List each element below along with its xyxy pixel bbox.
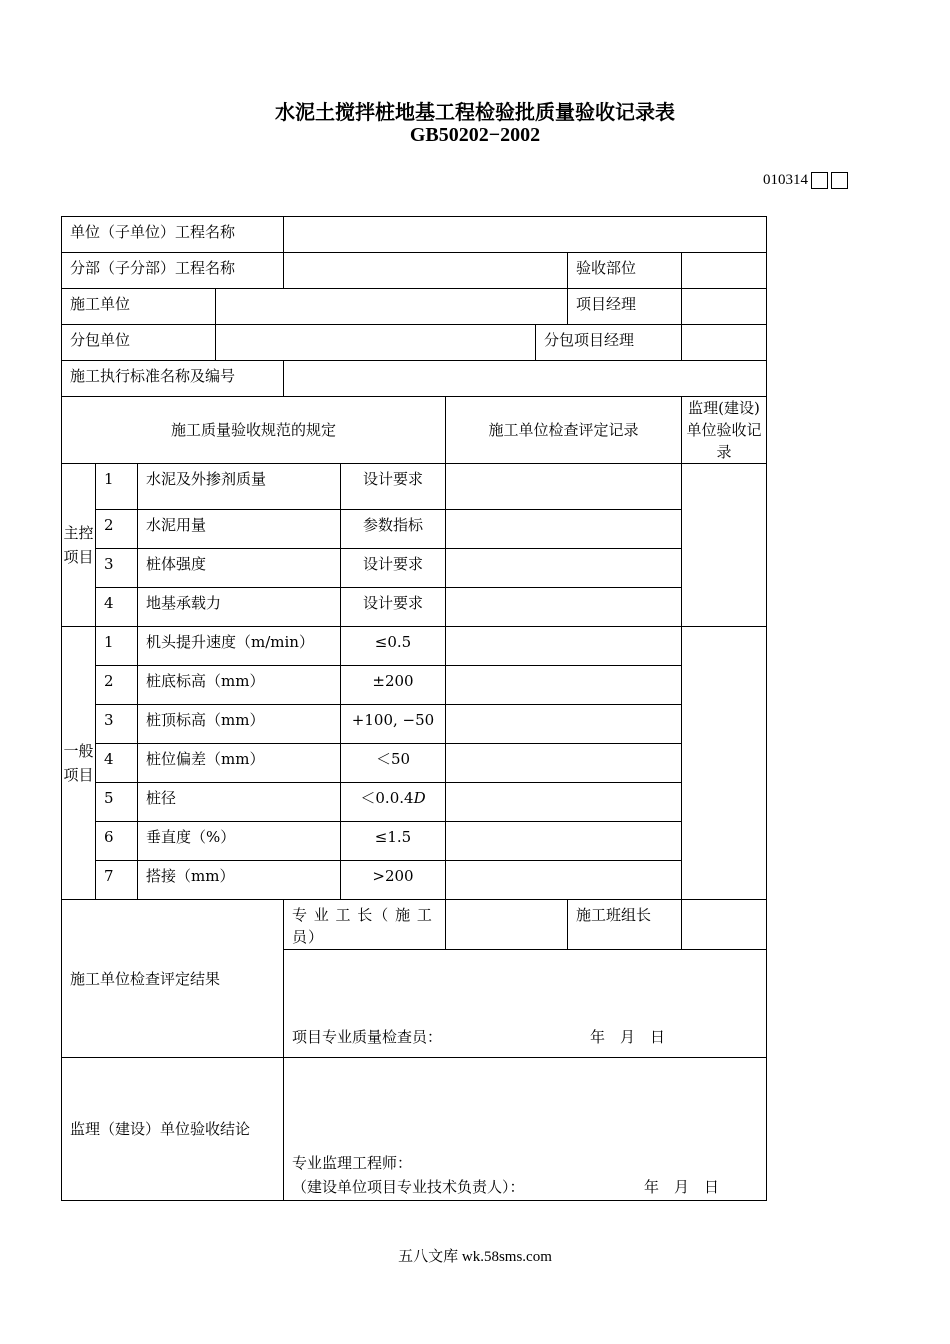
supervision-column-header: 监理(建设)单位验收记录 <box>682 397 767 464</box>
project-manager-label: 项目经理 <box>568 289 682 325</box>
item-name: 搭接（mm） <box>138 861 341 900</box>
standard-name-label: 施工执行标准名称及编号 <box>62 361 284 397</box>
supervision-record-general[interactable] <box>682 627 767 900</box>
acceptance-part-label: 验收部位 <box>568 253 682 289</box>
inspection-record-cell[interactable] <box>446 588 682 627</box>
item-requirement: 参数指标 <box>341 510 446 549</box>
quality-inspector-label: 项目专业质量检查员： <box>292 1028 443 1046</box>
table-row <box>62 822 767 861</box>
item-requirement: ≤1.5 <box>341 822 446 861</box>
item-name: 水泥及外掺剂质量 <box>138 464 341 510</box>
form-code-box-2[interactable] <box>831 172 848 189</box>
item-requirement: >200 <box>341 861 446 900</box>
inspection-record-cell[interactable] <box>446 464 682 510</box>
inspection-record-cell[interactable] <box>446 627 682 666</box>
inspection-record-cell[interactable] <box>446 510 682 549</box>
row-no: 1 <box>96 627 138 666</box>
inspection-record-cell[interactable] <box>446 666 682 705</box>
table-row <box>62 588 767 627</box>
supervision-record-main[interactable] <box>682 464 767 627</box>
supervising-engineer-label: 专业监理工程师： <box>292 1154 413 1172</box>
table-row <box>62 627 767 666</box>
row-no: 2 <box>96 666 138 705</box>
table-row <box>62 783 767 822</box>
construction-unit-label: 施工单位 <box>62 289 216 325</box>
construction-result-content[interactable] <box>284 950 767 1058</box>
general-items-label: 一般项目 <box>62 627 96 900</box>
foreman-value[interactable] <box>446 900 568 950</box>
standard-code: GB50202−2002 <box>409 124 541 146</box>
item-name: 桩径 <box>138 783 341 822</box>
inspection-record-cell[interactable] <box>446 705 682 744</box>
item-requirement: ＜0.0.4D <box>341 783 446 822</box>
team-leader-label: 施工班组长 <box>568 900 682 950</box>
subcontract-manager-value[interactable] <box>682 325 767 361</box>
result-date: 年 月 日 <box>590 1028 666 1046</box>
form-code <box>763 172 848 189</box>
item-name: 桩体强度 <box>138 549 341 588</box>
sub-project-name-value[interactable] <box>284 253 568 289</box>
row-no: 3 <box>96 705 138 744</box>
item-requirement: ±200 <box>341 666 446 705</box>
acceptance-part-value[interactable] <box>682 253 767 289</box>
item-requirement: 设计要求 <box>341 588 446 627</box>
item-requirement: ＜50 <box>341 744 446 783</box>
main-items-label: 主控项目 <box>62 464 96 627</box>
table-row <box>62 510 767 549</box>
item-name: 桩底标高（mm） <box>138 666 341 705</box>
owner-representative-label: （建设单位项目专业技术负责人）： <box>292 1178 525 1196</box>
row-no: 7 <box>96 861 138 900</box>
item-name: 桩位偏差（mm） <box>138 744 341 783</box>
item-name: 地基承载力 <box>138 588 341 627</box>
team-leader-value[interactable] <box>682 900 767 950</box>
standard-name-value[interactable] <box>284 361 767 397</box>
spec-column-header: 施工质量验收规范的规定 <box>62 397 446 464</box>
sub-project-name-label: 分部（子分部）工程名称 <box>62 253 284 289</box>
row-no: 3 <box>96 549 138 588</box>
row-no: 6 <box>96 822 138 861</box>
row-no: 5 <box>96 783 138 822</box>
inspection-record-cell[interactable] <box>446 822 682 861</box>
item-name: 桩顶标高（mm） <box>138 705 341 744</box>
inspection-column-header: 施工单位检查评定记录 <box>446 397 682 464</box>
form-code-box-1[interactable] <box>811 172 828 189</box>
project-manager-value[interactable] <box>682 289 767 325</box>
unit-project-name-value[interactable] <box>284 217 767 253</box>
footer-watermark: 五八文库 wk.58sms.com <box>398 1249 552 1265</box>
item-requirement: +100, −50 <box>341 705 446 744</box>
table-row <box>62 549 767 588</box>
construction-result-label: 施工单位检查评定结果 <box>62 900 284 1058</box>
subcontract-unit-value[interactable] <box>216 325 536 361</box>
inspection-record-cell[interactable] <box>446 783 682 822</box>
row-no: 4 <box>96 588 138 627</box>
item-name: 垂直度（%） <box>138 822 341 861</box>
subcontract-manager-label: 分包项目经理 <box>536 325 682 361</box>
inspection-record-cell[interactable] <box>446 744 682 783</box>
item-requirement: 设计要求 <box>341 464 446 510</box>
subcontract-unit-label: 分包单位 <box>62 325 216 361</box>
table-row <box>62 861 767 900</box>
inspection-record-cell[interactable] <box>446 549 682 588</box>
inspection-record-cell[interactable] <box>446 861 682 900</box>
item-name: 机头提升速度（m/min） <box>138 627 341 666</box>
construction-unit-value[interactable] <box>216 289 568 325</box>
row-no: 1 <box>96 464 138 510</box>
form-title: 水泥土搅拌桩地基工程检验批质量验收记录表 <box>275 100 675 124</box>
item-name: 水泥用量 <box>138 510 341 549</box>
foreman-label: 专 业 工 长（ 施 工 员） <box>284 900 446 950</box>
conclusion-date: 年 月 日 <box>644 1178 720 1196</box>
item-requirement: 设计要求 <box>341 549 446 588</box>
table-row <box>62 464 767 510</box>
item-requirement: ≤0.5 <box>341 627 446 666</box>
supervision-conclusion-label: 监理（建设）单位验收结论 <box>62 1058 284 1201</box>
table-row <box>62 744 767 783</box>
unit-project-name-label: 单位（子单位）工程名称 <box>62 217 284 253</box>
supervision-conclusion-content[interactable] <box>284 1058 767 1201</box>
table-row <box>62 705 767 744</box>
table-row <box>62 666 767 705</box>
row-no: 2 <box>96 510 138 549</box>
form-code-number: 010314 <box>763 172 808 188</box>
row-no: 4 <box>96 744 138 783</box>
acceptance-form-table <box>61 216 767 1201</box>
